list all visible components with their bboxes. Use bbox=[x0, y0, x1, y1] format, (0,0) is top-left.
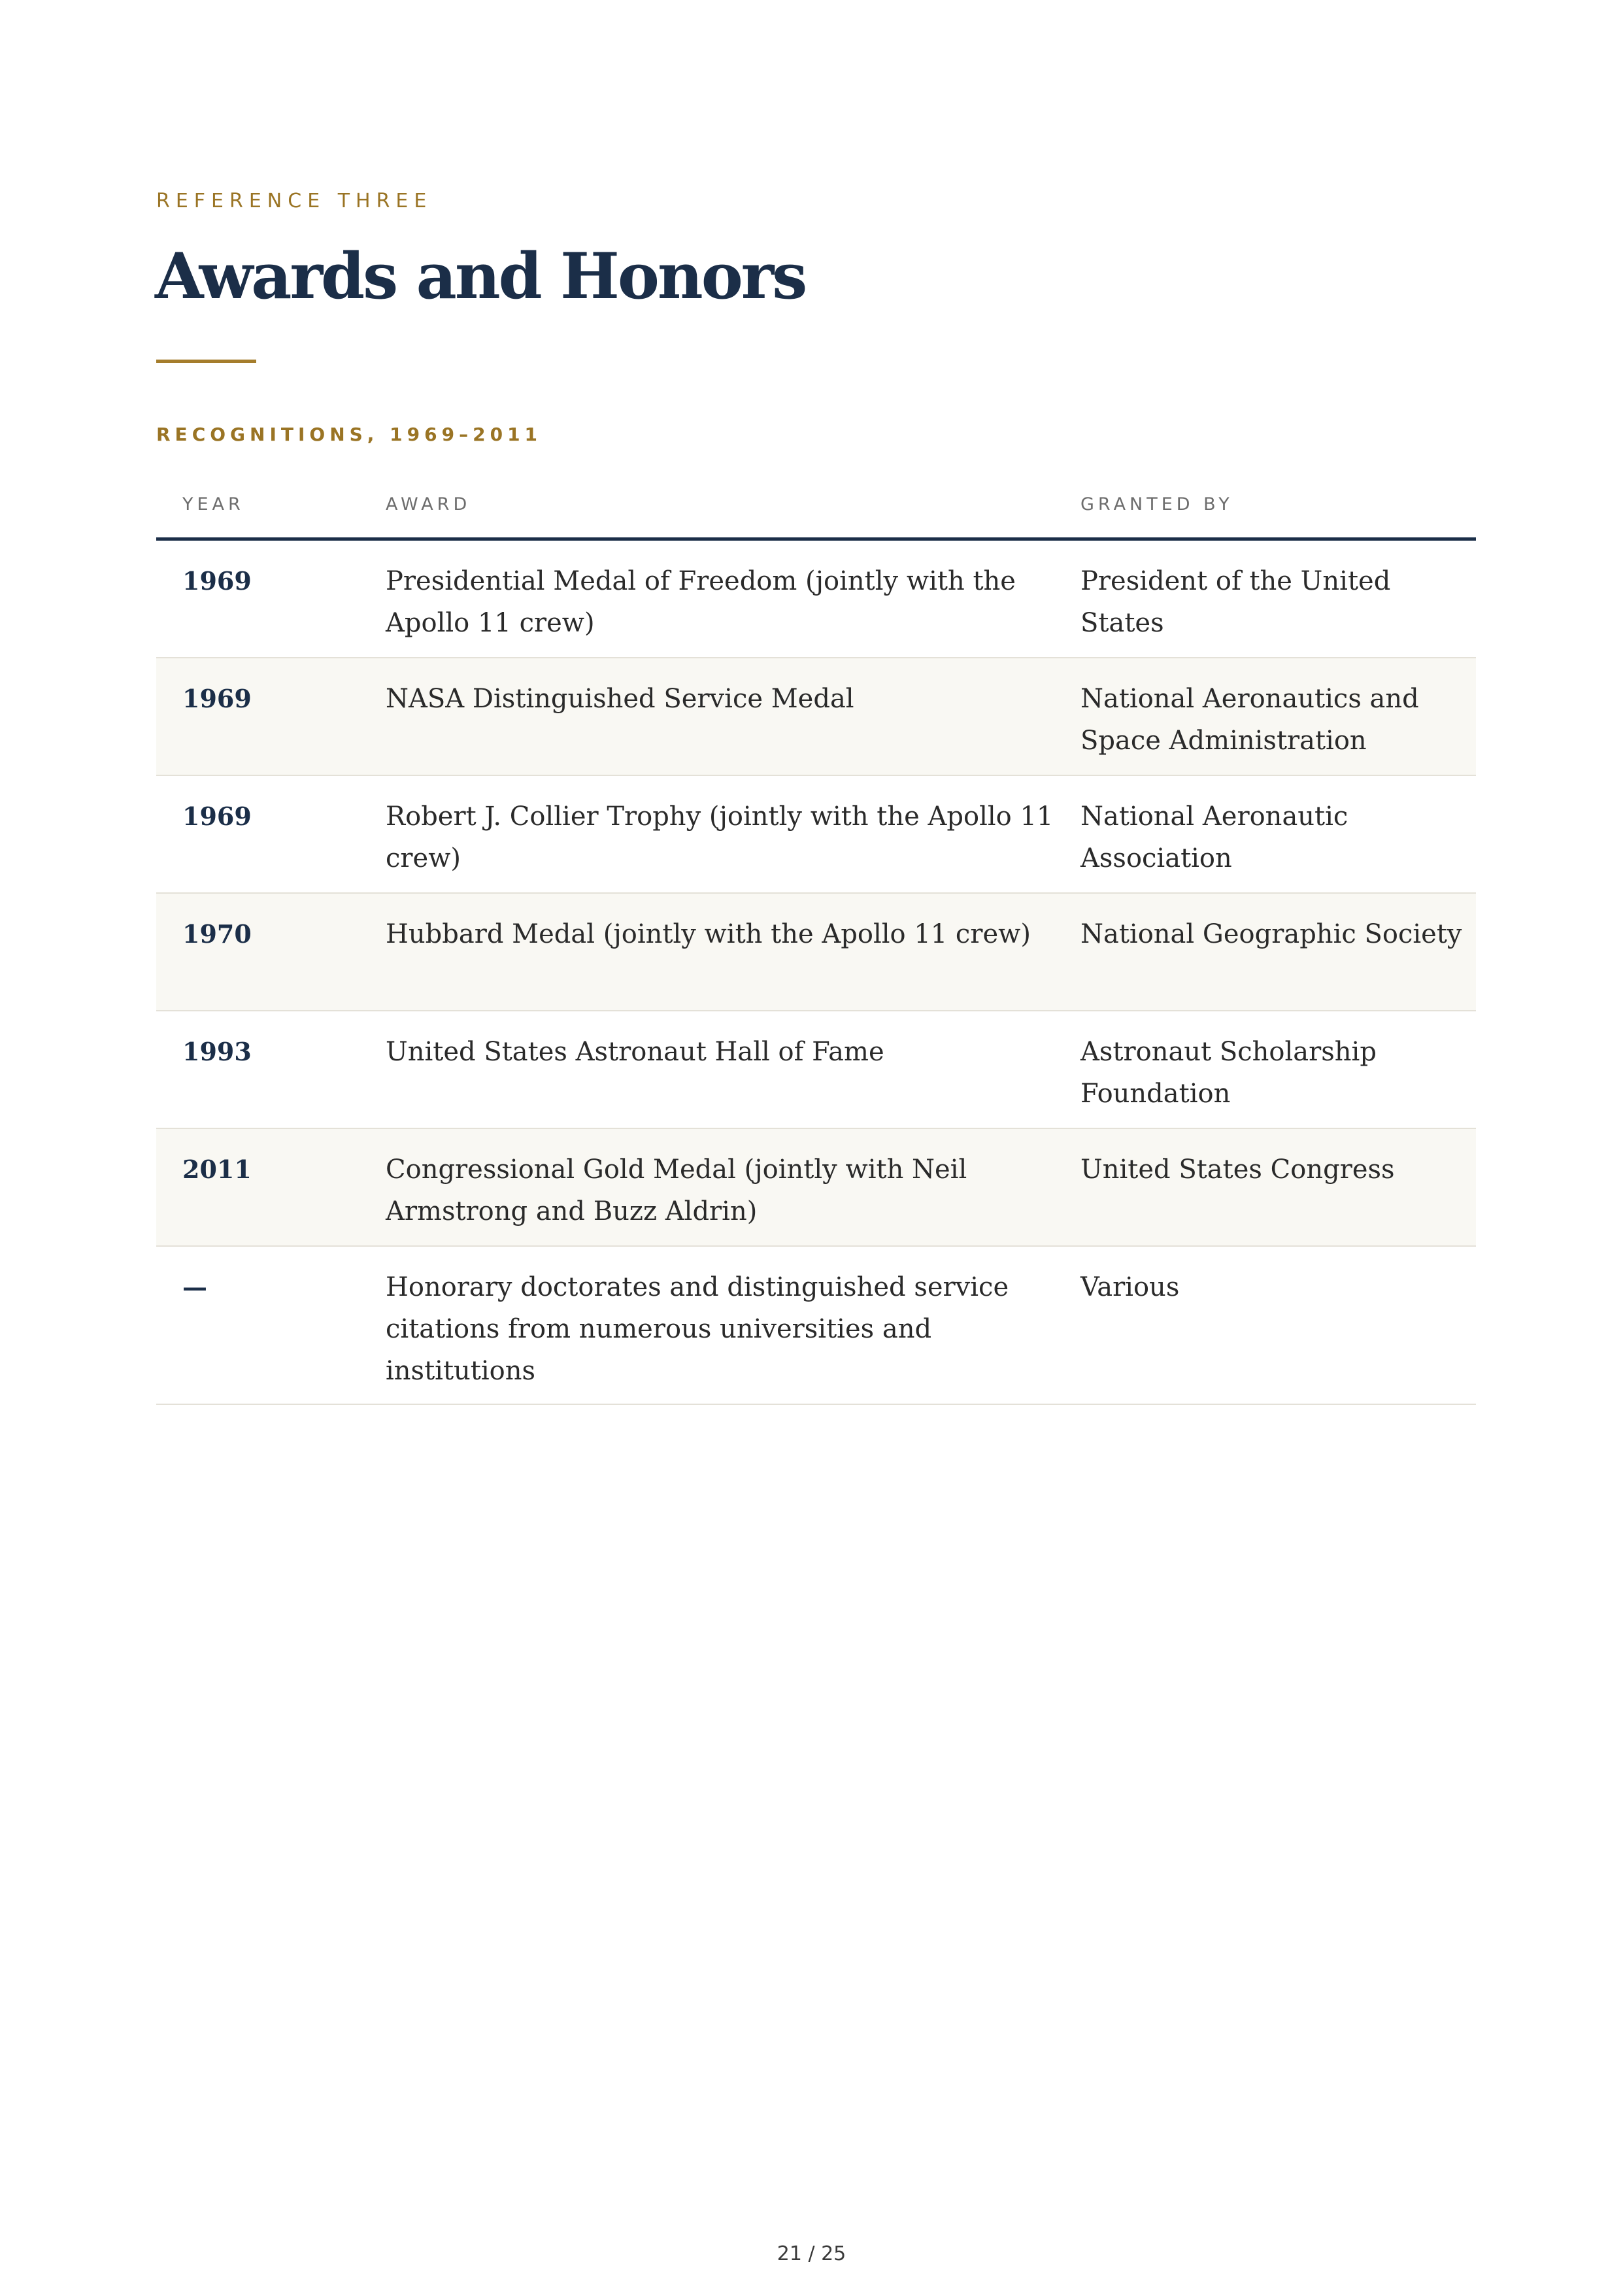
granted-by-cell: Astronaut Scholarship Foundation bbox=[1080, 1037, 1377, 1109]
table-row bbox=[156, 776, 1476, 894]
award-cell: Hubbard Medal (jointly with the Apollo 11 crew) bbox=[386, 919, 1031, 949]
year-cell: 1969 bbox=[182, 684, 252, 713]
column-header-granted-by: GRANTED BY bbox=[1080, 494, 1233, 515]
award-cell: United States Astronaut Hall of Fame bbox=[386, 1037, 884, 1067]
column-header-award: AWARD bbox=[386, 494, 471, 515]
table-row bbox=[156, 541, 1476, 658]
year-cell: 1993 bbox=[182, 1037, 252, 1066]
granted-by-cell: National Geographic Society bbox=[1080, 919, 1462, 949]
award-cell: Honorary doctorates and distinguished service citations from numerous universities and institutions bbox=[386, 1272, 1009, 1386]
year-cell: 1969 bbox=[182, 566, 252, 596]
granted-by-cell: Various bbox=[1080, 1272, 1180, 1302]
table-header bbox=[156, 477, 1476, 541]
page-title: Awards and Honors bbox=[155, 239, 806, 313]
award-cell: NASA Distinguished Service Medal bbox=[386, 684, 854, 714]
granted-by-cell: President of the United States bbox=[1080, 566, 1391, 638]
table-row bbox=[156, 1129, 1476, 1247]
year-cell: — bbox=[182, 1272, 207, 1302]
table-caption: RECOGNITIONS, 1969–2011 bbox=[156, 424, 543, 445]
table-row bbox=[156, 1247, 1476, 1405]
title-accent-rule bbox=[156, 360, 256, 363]
column-header-year: YEAR bbox=[182, 494, 244, 515]
awards-table bbox=[156, 477, 1476, 1405]
section-eyebrow: REFERENCE THREE bbox=[156, 190, 433, 212]
granted-by-cell: United States Congress bbox=[1080, 1155, 1395, 1185]
granted-by-cell: National Aeronautics and Space Administration bbox=[1080, 684, 1419, 756]
page-number: 21 / 25 bbox=[777, 2242, 846, 2265]
award-cell: Presidential Medal of Freedom (jointly with the Apollo 11 crew) bbox=[386, 566, 1016, 638]
year-cell: 2011 bbox=[182, 1155, 252, 1184]
table-row bbox=[156, 894, 1476, 1011]
table-row bbox=[156, 1011, 1476, 1129]
granted-by-cell: National Aeronautic Association bbox=[1080, 802, 1348, 873]
table-row bbox=[156, 658, 1476, 776]
year-cell: 1970 bbox=[182, 919, 252, 949]
award-cell: Robert J. Collier Trophy (jointly with the Apollo 11 crew) bbox=[386, 802, 1054, 873]
award-cell: Congressional Gold Medal (jointly with Neil Armstrong and Buzz Aldrin) bbox=[386, 1155, 967, 1226]
year-cell: 1969 bbox=[182, 802, 252, 831]
